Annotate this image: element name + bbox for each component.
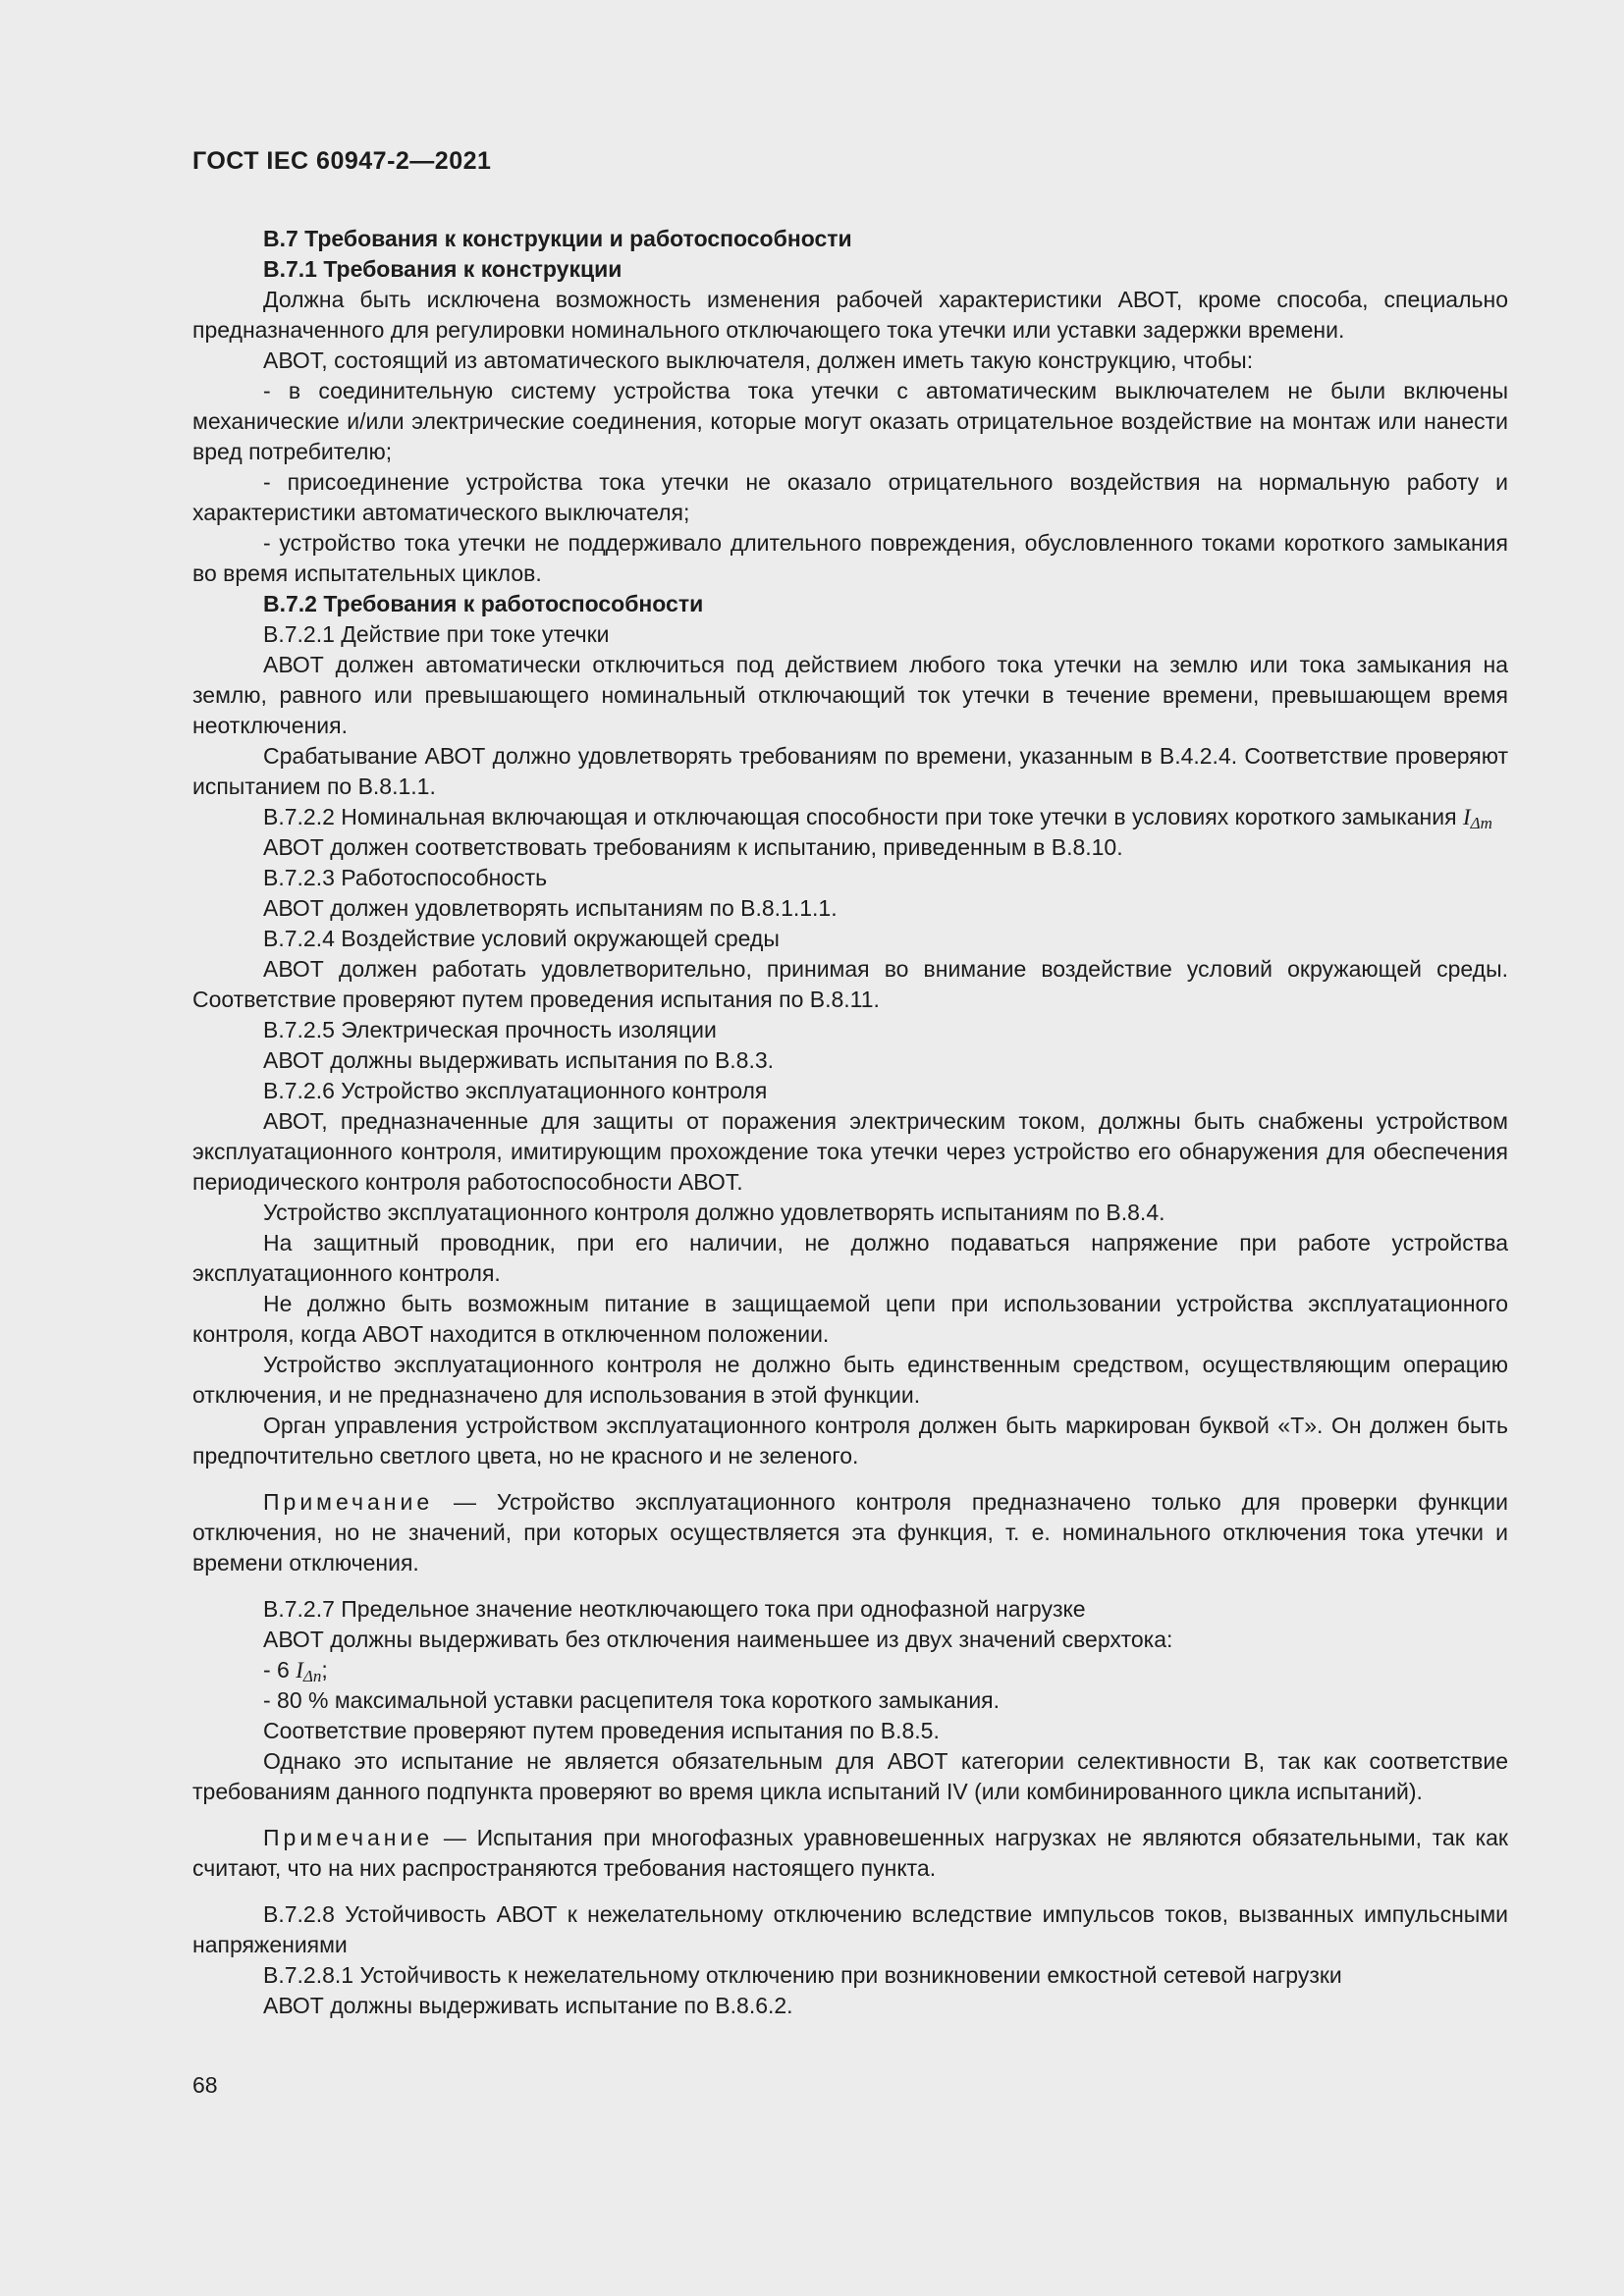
paragraph: Соответствие проверяют путем проведения испытания по В.8.5. <box>263 1718 940 1743</box>
clause-heading: В.7.2.5 Электрическая прочность изоляции <box>263 1017 717 1042</box>
clause-heading: В.7.2.8.1 Устойчивость к нежелательному отключению при возникновении емкостной сетевой нагрузки <box>263 1962 1342 1988</box>
clause-heading: В.7.2.1 Действие при токе утечки <box>263 621 610 647</box>
clause-heading: В.7.2.8 Устойчивость АВОТ к нежелательному отключению вследствие импульсов токов, вызванных импульсными напряжениями <box>192 1901 1508 1957</box>
paragraph: Устройство эксплуатационного контроля не должно быть единственным средством, осуществляющим операцию отключения, и не предназначено для использования в этой функции. <box>192 1352 1508 1408</box>
paragraph: АВОТ, предназначенные для защиты от поражения электрическим током, должны быть снабжены устройством эксплуатационного контроля, имитирующим прохождение тока утечки через устройство его обнаружения для обеспечения периодического контроля работоспособности АВОТ. <box>192 1108 1508 1195</box>
clause-heading: В.7.2.4 Воздействие условий окружающей среды <box>263 926 780 951</box>
page-number: 68 <box>192 2072 218 2098</box>
paragraph: Однако это испытание не является обязательным для АВОТ категории селективности B, так как соответствие требованиям данного подпункта проверяют во время цикла испытаний IV (или комбинированного цикла испытаний). <box>192 1748 1508 1804</box>
paragraph: АВОТ должны выдерживать испытания по В.8.3. <box>263 1047 775 1073</box>
paragraph: Срабатывание АВОТ должно удовлетворять требованиям по времени, указанным в В.4.2.4. Соответствие проверяют испытанием по В.8.1.1. <box>192 743 1508 799</box>
list-item: - 80 % максимальной уставки расцепителя тока короткого замыкания. <box>263 1687 1001 1713</box>
paragraph: АВОТ должны выдерживать испытание по В.8.6.2. <box>263 1993 793 2018</box>
note-label: Примечание <box>263 1825 434 1850</box>
paragraph: АВОТ должны выдерживать без отключения наименьшее из двух значений сверхтока: <box>263 1627 1173 1652</box>
paragraph: На защитный проводник, при его наличии, не должно подаваться напряжение при работе устройства эксплуатационного контроля. <box>192 1230 1508 1286</box>
paragraph: Устройство эксплуатационного контроля должно удовлетворять испытаниям по В.8.4. <box>263 1200 1165 1225</box>
paragraph: Орган управления устройством эксплуатационного контроля должен быть маркирован буквой «T». Он должен быть предпочтительно светлого цвета, но не красного и не зеленого. <box>192 1413 1508 1468</box>
note <box>192 1487 1508 1578</box>
list-item: - устройство тока утечки не поддерживало длительного повреждения, обусловленного токами короткого замыкания во время испытательных циклов. <box>192 530 1508 586</box>
paragraph: АВОТ должен работать удовлетворительно, принимая во внимание воздействие условий окружающей среды. Соответствие проверяют путем проведения испытания по В.8.11. <box>192 956 1508 1012</box>
document-header: ГОСТ IEC 60947-2—2021 <box>192 147 492 175</box>
paragraph: Не должно быть возможным питание в защищаемой цепи при использовании устройства эксплуатационного контроля, когда АВОТ находится в отключенном положении. <box>192 1291 1508 1347</box>
section-heading: В.7 Требования к конструкции и работоспособности <box>263 226 852 251</box>
clause-heading: В.7.2.3 Работоспособность <box>263 865 548 890</box>
clause-heading: В.7.2.6 Устройство эксплуатационного контроля <box>263 1078 768 1103</box>
symbol-i-delta-m: $I_{\Delta m}$ <box>1462 805 1492 832</box>
note-text: — Испытания при многофазных уравновешенных нагрузках не являются обязательными, так как считают, что на них распространяются требования настоящего пункта. <box>192 1825 1508 1881</box>
paragraph: АВОТ должен удовлетворять испытаниям по В.8.1.1.1. <box>263 895 838 921</box>
paragraph: АВОТ, состоящий из автоматического выключателя, должен иметь такую конструкцию, чтобы: <box>263 347 1254 373</box>
paragraph: АВОТ должен соответствовать требованиям к испытанию, приведенным в В.8.10. <box>263 834 1123 860</box>
note-label: Примечание <box>263 1489 434 1515</box>
note <box>192 1823 1508 1884</box>
note-text: — Устройство эксплуатационного контроля предназначено только для проверки функции отключения, но не значений, при которых осуществляется эта функция, т. е. номинального отключения тока утечки и времени отключения. <box>192 1489 1508 1575</box>
subsection-heading: В.7.1 Требования к конструкции <box>263 256 623 282</box>
list-item: - в соединительную систему устройства тока утечки с автоматическим выключателем не были включены механические и/или электрические соединения, которые могут оказать отрицательное воздействие на монтаж или нанести вред потребителю; <box>192 378 1508 464</box>
subsection-heading: В.7.2 Требования к работоспособности <box>263 591 704 616</box>
clause-heading-text: В.7.2.2 Номинальная включающая и отключающая способности при токе утечки в условиях короткого замыкания <box>263 804 1457 829</box>
paragraph: Должна быть исключена возможность изменения рабочей характеристики АВОТ, кроме способа, специально предназначенного для регулировки номинального отключающего тока утечки или уставки задержки времени. <box>192 287 1508 343</box>
clause-heading <box>192 802 1508 832</box>
document-body <box>192 224 1508 2021</box>
clause-heading: В.7.2.7 Предельное значение неотключающего тока при однофазной нагрузке <box>263 1596 1086 1622</box>
symbol-i-delta-n: $I_{\Delta n}$ <box>296 1658 322 1685</box>
list-item: - присоединение устройства тока утечки не оказало отрицательного воздействия на нормальную работу и характеристики автоматического выключателя; <box>192 469 1508 525</box>
list-item: - 6 $I_{\Delta n}$; <box>263 1657 328 1685</box>
paragraph: АВОТ должен автоматически отключиться под действием любого тока утечки на землю или тока замыкания на землю, равного или превышающего номинальный отключающий ток утечки в течение времени, превышающем время неотключения. <box>192 652 1508 738</box>
